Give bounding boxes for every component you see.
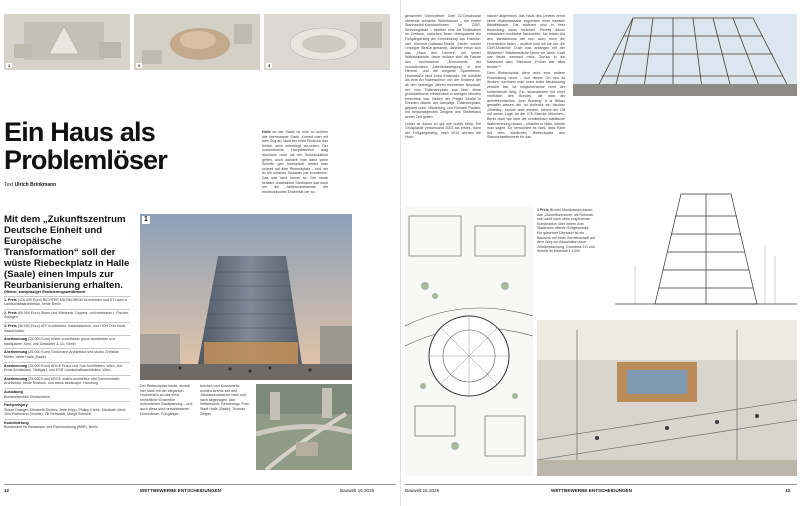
author-line <box>4 182 56 188</box>
page-number-right: 13 <box>785 488 791 493</box>
model-photo-2 <box>134 14 260 70</box>
text-column-a <box>405 14 481 142</box>
award-entry <box>4 322 130 335</box>
intro-column <box>262 130 328 196</box>
caption-label: 1 Preis <box>537 208 549 212</box>
lead-paragraph: Mit dem „Zukunftszentrum Deutsche Einheit und Europäische Transformation“ soll der wüste Riebeckplatz in Halle (Saale) einen Impuls zur Reurbanisierung erhalten. <box>4 214 130 291</box>
award-label: 3. Preis <box>4 323 17 328</box>
award-text: (126.000 Euro) RICHTER MUSIKOWSKI Architekten und ST raum a. Landschaftsarchitektur, beide Berlin <box>4 297 128 307</box>
figure-number: 1 <box>144 216 148 223</box>
awards-box <box>4 290 130 432</box>
article-title: Ein Haus als Problemlöser <box>4 117 167 175</box>
meta-label: Auslobung <box>4 389 23 394</box>
jury-meta-entry <box>4 419 130 432</box>
author-name: Ulrich Brinkmann <box>14 182 57 188</box>
floor-plan-drawing <box>405 206 533 476</box>
rendering-graphic <box>140 214 352 380</box>
page-number-left: 12 <box>4 488 10 493</box>
award-text: (80.000 Euro) Sturm und Wartzeck, Dipperz, und werkraum f. Fischer, Solingen <box>4 310 129 320</box>
award-entry <box>4 309 130 322</box>
aerial-photo <box>256 384 352 470</box>
caption-left: Der Riebeckplatz heute, einmal hier stark mit der eleganten Hochstraße an das einst einheitliche Ensemble ostmoderner Stadtplanung – und auch diese sind verschiedenen Hochhäuser. Fußgänger- <box>140 384 193 416</box>
jury-meta-list <box>4 388 130 432</box>
award-entry <box>4 296 130 309</box>
award-text: (25.000 Euro) Kister scheithauer gross architekten und stadtplaner, Köln, und Geskötter & Co, Berlin <box>4 337 116 346</box>
award-entry <box>4 348 130 361</box>
jury-meta-entry <box>4 388 130 401</box>
column-b-text-b: Dem Riebeckplatz dient wohl eine andere Entwicklung bevor – und diesen Ort neu zu denken, nachdem man seine letzte Neufassung zerstört hat, ist möglicherweise nicht der schlechteste Weg. Ein neuzudenken mit einer Institution des Bundes, die man als architektonisches „Icon Building“ à la Bilbao gestaltet wissen will, ist vielleicht ein bischen „Nineties“, könnte aber zünden, stimmt der Ort mit seiner Lage an der ICE-Strecke München–Berlin doch wie über die unmittelbare städtische Wahrnehmung hinaus – pikanter in Halle, könnte man sagen. So verwundert es nicht, dass Halle mit dem nördlichen Riebeckplatz den Standortwettbewerb für das <box>487 71 565 140</box>
right-page <box>400 0 800 506</box>
magazine-label-left: Bauwelt 16.2025 <box>340 488 375 493</box>
award-label: Anerkennung <box>4 363 28 368</box>
award-label: Anerkennung <box>4 376 28 381</box>
magazine-label-right: Bauwelt 16.2025 <box>405 488 440 493</box>
intro-text: an der Saale ist eine so schöne wie interessante Stadt. Kommt man mit dem Zug an, lässt der erste Eindruck das freilich nicht unbedingt vermuten. Der modernisierte Hauptbahnhof mag durchaus noch als ein Schmuckstück gelten, doch wandelt man dann seine Schritte gen Innenstadt, landet man schnell auf dem Riebeckplatz – und der ist ein urbanes Desaster par excellence. Das war nicht immer so: Der heute seltsam unattraktive Stadtraum war noch um die Jahrhundertwende ein eindrucksvolles Ensemble der so- <box>262 130 329 194</box>
folio-right <box>405 484 797 485</box>
award-label: Anerkennung <box>4 337 28 342</box>
meta-label: Fachpreisjury <box>4 403 28 408</box>
section-label-right: WETTBEWERBE ENTSCHEIDUNGEN <box>551 488 632 493</box>
photo-number-1: 1 <box>8 63 11 68</box>
award-label: 1. Preis <box>4 297 17 302</box>
folio-left <box>4 484 396 485</box>
section-label-left: WETTBEWERBE ENTSCHEIDUNGEN <box>140 488 221 493</box>
award-text: (25.000 Euro) ARGE Franz und Sue Architekten, Wien, Hof Ernst Architekten, Stuttgart, und EGR Landschaftsarchitektur, Wien <box>4 363 123 373</box>
intro-lead-word: Halle <box>262 130 271 134</box>
model-photo-1 <box>4 14 130 70</box>
awards-list <box>4 296 130 388</box>
main-rendering <box>140 214 352 380</box>
award-entry <box>4 375 130 388</box>
figure-caption <box>537 208 595 254</box>
award-text: (25.000 Euro) ARGE maths architektur und Sonnenstaller Architektur, beide Rostock, und arbos landscape, Hamburg <box>4 376 120 386</box>
section-drawing <box>615 186 797 310</box>
photo-number-3: 3 <box>268 63 271 68</box>
photo-number-2: 2 <box>138 63 141 68</box>
awards-header: Offener, zweiphasiger Realisierungswettbewerb <box>4 290 86 294</box>
award-label: 2. Preis <box>4 310 17 315</box>
interior-render <box>537 320 797 476</box>
column-a-text-b: Leider ist davon so gut wie nichts übrig. Die Großplastik verschwand 2003 als erstes, dann der Fußgängersteg, nach 2010 wurden die Hoch- <box>405 121 481 140</box>
award-text: (56.000 Euro) AFF Architekten, Kaiserslautern, und HOH Dürr Kirstl, Saarbrücken <box>4 323 127 333</box>
author-prefix: Text <box>4 182 14 188</box>
model-photo-3 <box>264 14 390 70</box>
meta-text: Susan Draeger, Elisabeth Endres, Jette Hopp, Philipp Krebs, Elisabeth Merk, Jörn Rathmann (Vorsitz), Till Rehwaldt, Margit Schmidt <box>4 407 127 417</box>
meta-text: Bundesrepublik Deutschland <box>4 394 50 399</box>
column-a-text: genannten Ostmoderne: Zwei 22-Geschosse zählende schlanke Wohnhäuser – die ersten Stahlskelett-Konstruktionen im DDR-Wohnungsbau – bildeten eine Art Torsituation im Zentrum, zwischen ihnen überspannte ein Fußgängersteg die Einmündung von Francke- und Klement-Gottwald-Straße (heute wieder Leipziger Straße genannt), dahinter erhob sich das „Haus des Lehrers“ mit seiner Wabenfassade, davor reckten sich die Fäuste des sechsfachen „Monuments der revolutionären Arbeiterbewegung“ in den Himmel, und die elegante Spannbeton-Hochstraße fand ihren Endpunkt. Sie kündete als eine Art Nabelschnur von der Existenz der ab den sechziger Jahren errichteten Neustadt, der vom Thälmannplatz aus über diese großstädtische Infrastruktur in wenigen Minuten erreichbar war. Neben der Prager Straße in Dresden bildete der damalige Thälmannplatz, geplant unter Mitwirkung von Richard Paulick, ein herausragendes Zeugnis des Städtebaus seiner Zeit gelten. <box>405 14 481 120</box>
meta-label: Koordinierung <box>4 420 29 425</box>
award-entry <box>4 335 130 348</box>
award-entry <box>4 362 130 375</box>
column-b-text: häuser abgerissen, das Haus des Lehrers verlor seine Wabenfassade zugunsten einer banalen Bandfassade. Die anderen sind in ihrer Bedeutung kaum beachtet. Rechts davon entstanden modische Neubauten. Als letzter Akt des Vandalismus will nun auch noch die Hochstraße fallen – endlich sind wir sie los, die DDR-Moderne! Doch was anfangen mit der Wüstenei? Städtebauliche Ideen vor allem: Kraft war heute niemand mehr. Zurück in die Kaiserzeit also, Stichwort „Früher war alles besser“? <box>487 14 565 69</box>
caption-right: brücken und Kunstwerke wurden bereits seit den Jahrtausendwende nach und nach abgetragen. Abb. Wettbewerb: Renderings; Foto: Stadt Halle (Saale), Thomas Ziegler <box>200 384 250 416</box>
award-text: (25.000 Euro) Großmann Architektur und studio Christian Müller, beide Halle (Saale) <box>4 350 120 359</box>
meta-text: Bundesamt für Bauwesen und Raumordnung (BBR), Berlin <box>4 425 98 430</box>
award-label: Anerkennung <box>4 350 28 355</box>
text-column-b <box>487 14 565 142</box>
timber-structure-render <box>573 14 797 96</box>
caption-text: Richter Musikowski planen das „Zukunftszentrum“ als Rotunde, sich sanft nach oben zuspitzende Konstruktion über einem zum Stadtraum offenen Erdgeschoss. Ein gläserner Überwurf ist ein Bauwerk mit einer Gemeinschaft auf dem Weg zur Assoziation einer Zeltüberdachung. Grundriss EG und Schnitt im Maßstab 1:1500 <box>537 208 595 254</box>
jury-meta-entry <box>4 401 130 419</box>
